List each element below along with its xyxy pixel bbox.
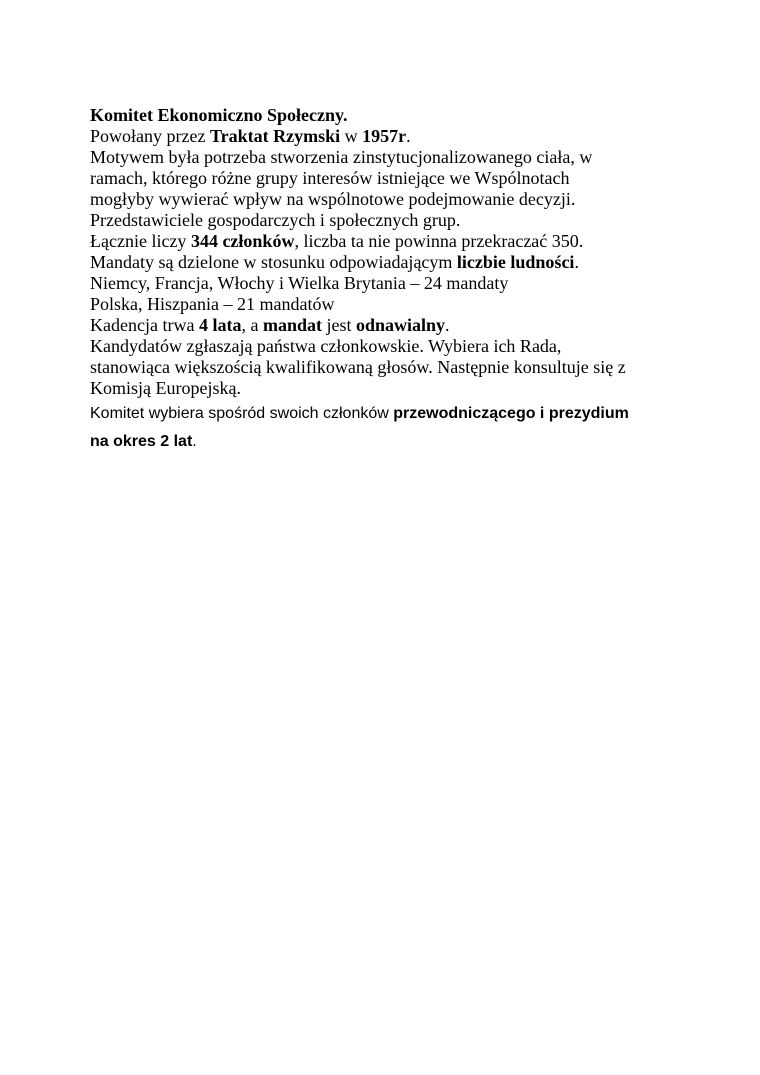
text-fragment: . bbox=[445, 315, 450, 335]
presidency-period: na okres 2 lat bbox=[90, 433, 193, 450]
mandate-term: mandat bbox=[262, 315, 322, 335]
renewable-term: odnawialny bbox=[355, 315, 446, 335]
text-fragment: w bbox=[340, 126, 363, 146]
text-fragment: Powołany przez bbox=[90, 126, 210, 146]
text-fragment: Komitet wybiera spośród swoich członków bbox=[90, 405, 394, 422]
line-medium-countries: Polska, Hiszpania – 21 mandatów bbox=[90, 294, 335, 314]
member-count: 344 członków bbox=[190, 231, 295, 251]
line-presidency-period bbox=[90, 428, 730, 456]
candidates-line: stanowiąca większością kwalifikowaną głosów. Następnie konsultuje się z bbox=[90, 357, 626, 377]
motive-line: Przedstawiciele gospodarczych i społecznych grup. bbox=[90, 210, 461, 230]
presidency-term: przewodniczącego i prezydium bbox=[393, 405, 629, 422]
text-fragment: Kadencja trwa bbox=[90, 315, 199, 335]
treaty-name: Traktat Rzymski bbox=[209, 126, 341, 146]
population-term: liczbie ludności bbox=[456, 252, 575, 272]
candidates-line: Komisją Europejską. bbox=[90, 378, 241, 398]
text-fragment: , liczba ta nie powinna przekraczać 350. bbox=[294, 231, 584, 251]
text-fragment: . bbox=[574, 252, 579, 272]
text-fragment: . bbox=[406, 126, 411, 146]
text-fragment: Mandaty są dzielone w stosunku odpowiadającym bbox=[90, 252, 457, 272]
text-fragment: Łącznie liczy bbox=[90, 231, 191, 251]
text-fragment: jest bbox=[321, 315, 356, 335]
line-mandates bbox=[90, 252, 730, 273]
document-content bbox=[90, 105, 730, 456]
line-term bbox=[90, 315, 730, 336]
text-fragment: , a bbox=[241, 315, 263, 335]
year: 1957r bbox=[362, 126, 407, 146]
line-established bbox=[90, 126, 730, 147]
document-heading: Komitet Ekonomiczno Społeczny. bbox=[90, 105, 348, 125]
line-members bbox=[90, 231, 730, 252]
motive-line: ramach, którego różne grupy interesów istniejące we Wspólnotach bbox=[90, 168, 570, 188]
term-length: 4 lata bbox=[198, 315, 242, 335]
motive-line: mogłyby wywierać wpływ na wspólnotowe podejmowanie decyzji. bbox=[90, 189, 576, 209]
line-big-countries: Niemcy, Francja, Włochy i Wielka Brytania – 24 mandaty bbox=[90, 273, 509, 293]
candidates-line: Kandydatów zgłaszają państwa członkowskie. Wybiera ich Rada, bbox=[90, 336, 562, 356]
line-presidency bbox=[90, 400, 730, 428]
text-fragment: . bbox=[192, 433, 197, 450]
motive-line: Motywem była potrzeba stworzenia zinstytucjonalizowanego ciała, w bbox=[90, 147, 593, 167]
